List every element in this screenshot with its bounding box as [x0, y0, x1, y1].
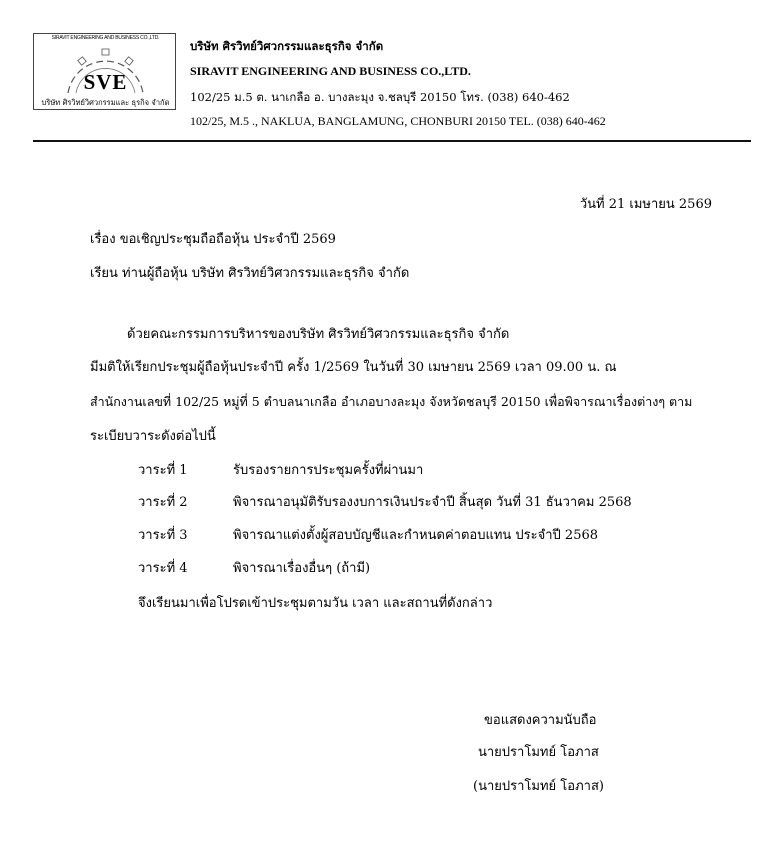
letter-recipient: เรียน ท่านผู้ถือหุ้น บริษัท ศิรวิทย์วิศวกรรมและธุรกิจ จำกัด	[90, 266, 410, 281]
address-english: 102/25, M.5 ., NAKLUA, BANGLAMUNG, CHONBURI 20150 TEL. (038) 640-462	[190, 114, 606, 128]
signoff: ขอแสดงความนับถือ	[484, 713, 597, 728]
paragraph-line: ด้วยคณะกรรมการบริหารของบริษัท ศิรวิทย์วิศวกรรมและธุรกิจ จำกัด	[127, 327, 510, 342]
letter-subject: เรื่อง ขอเชิญประชุมถือถือหุ้น ประจำปี 2569	[90, 232, 336, 247]
address-thai: 102/25 ม.5 ต. นาเกลือ อ. บางละมุง จ.ชลบุรี 20150 โทร. (038) 640-462	[190, 90, 570, 104]
paragraph-line: สำนักงานเลขที่ 102/25 หมู่ที่ 5 ตำบลนาเกลือ อำเภอบางละมุง จังหวัดชลบุรี 20150 เพื่อพิจารณาเรื่องต่างๆ ตาม	[90, 394, 693, 409]
agenda-label: วาระที่ 2	[138, 495, 188, 510]
company-name-thai: บริษัท ศิรวิทย์วิศวกรรมและธุรกิจ จำกัด	[190, 39, 384, 53]
header-divider	[33, 140, 751, 142]
company-name-english: SIRAVIT ENGINEERING AND BUSINESS CO.,LTD.	[190, 64, 471, 78]
logo-top-text: SIRAVIT ENGINEERING AND BUSINESS CO.,LTD.	[51, 35, 160, 41]
letter-date: วันที่ 21 เมษายน 2569	[579, 197, 712, 212]
agenda-text: พิจารณาเรื่องอื่นๆ (ถ้ามี)	[233, 561, 371, 576]
company-logo	[33, 33, 176, 110]
agenda-label: วาระที่ 1	[138, 463, 188, 478]
closing-line: จึงเรียนมาเพื่อโปรดเข้าประชุมตามวัน เวลา และสถานที่ดังกล่าว	[138, 596, 493, 611]
logo-abbreviation: SVE	[83, 70, 128, 94]
signer-name: (นายปราโมทย์ โอภาส)	[473, 779, 604, 794]
signature: นายปราโมทย์ โอภาส	[478, 745, 599, 760]
agenda-label: วาระที่ 3	[138, 528, 188, 543]
agenda-label: วาระที่ 4	[138, 561, 188, 576]
agenda-text: พิจารณาอนุมัติรับรองงบการเงินประจำปี สิ้นสุด วันที่ 31 ธันวาคม 2568	[233, 495, 632, 510]
logo-bottom-text: บริษัท ศิรวิทย์วิศวกรรมและ ธุรกิจ จำกัด	[41, 98, 170, 107]
paragraph-line: มีมติให้เรียกประชุมผู้ถือหุ้นประจำปี ครั้ง 1/2569 ในวันที่ 30 เมษายน 2569 เวลา 09.00 น. ณ	[90, 360, 617, 375]
paragraph-line: ระเบียบวาระดังต่อไปนี้	[90, 429, 216, 444]
agenda-text: พิจารณาแต่งตั้งผู้สอบบัญชีและกำหนดค่าตอบแทน ประจำปี 2568	[233, 528, 599, 543]
agenda-text: รับรองรายการประชุมครั้งที่ผ่านมา	[233, 463, 424, 478]
